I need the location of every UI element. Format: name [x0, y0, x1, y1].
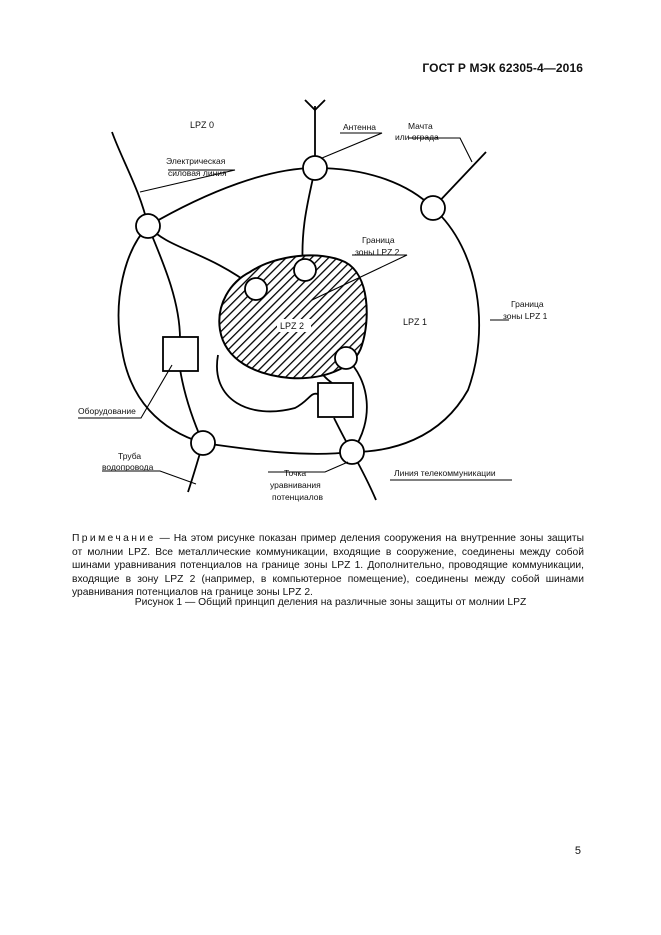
bonding-label-3: потенциалов — [272, 492, 324, 502]
equipment-box-2 — [318, 383, 353, 417]
lpz1-boundary-label-2: зоны LPZ 1 — [503, 311, 548, 321]
lpz1-label: LPZ 1 — [403, 317, 428, 327]
equipment-box-1 — [163, 337, 198, 371]
bonding-node-lpz2-right — [335, 347, 357, 369]
bonding-node-lpz2-top — [294, 259, 316, 281]
figure-caption: Рисунок 1 — Общий принцип деления на различные зоны защиты от молнии LPZ — [134, 597, 527, 608]
bonding-node-mast — [421, 196, 445, 220]
lpz1-boundary-label-1: Граница — [511, 299, 544, 309]
bonding-node-antenna — [303, 156, 327, 180]
note-text: — На этом рисунке показан пример деления сооружения на внутренние зоны защиты от молнии LPZ. Все металлические коммуникации, входящие в сооружение, соединены между собой шинами уравнивания потенциалов на границе зоны LPZ 1. Дополнительно, проводящие коммуникации, входящие в зону LPZ 2 (например, в компьютерное помещение), соединены между собой шинами уравнивания потенциалов на границе зоны LPZ 2. — [72, 533, 584, 599]
bonding-node-lpz2-left — [245, 278, 267, 300]
power-line-label-1: Электрическая — [166, 156, 226, 166]
water-pipe-label-2: водопровода — [102, 462, 154, 472]
bonding-node-telecom — [340, 440, 364, 464]
equipment-label: Оборудование — [78, 406, 136, 416]
power-to-equipment — [148, 226, 180, 339]
telecom-label: Линия телекоммуникации — [394, 468, 496, 478]
lpz2-label: LPZ 2 — [280, 321, 305, 331]
page-number: 5 — [574, 845, 581, 857]
mast-label-2: или ограда — [395, 132, 439, 142]
figure-note — [72, 532, 584, 600]
antenna-label: Антенна — [343, 122, 377, 132]
mast-label-1: Мачта — [408, 121, 433, 131]
lpz2-boundary-label-1: Граница — [362, 235, 395, 245]
water-pipe-label-1: Труба — [118, 451, 142, 461]
bonding-label-2: уравнивания — [270, 480, 321, 490]
lpz0-label: LPZ 0 — [190, 120, 215, 130]
antenna-inner-line — [302, 168, 315, 269]
bonding-label-1: Точка — [284, 468, 307, 478]
power-line-outer — [112, 132, 148, 226]
document-header: ГОСТ Р МЭК 62305-4—2016 — [422, 61, 583, 75]
bonding-node-pipe — [191, 431, 215, 455]
lpz2-boundary-label-2: зоны LPZ 2 — [355, 247, 400, 257]
bonding-node-power — [136, 214, 160, 238]
note-prefix: Примечание — [72, 533, 156, 544]
power-line-label-2: силовая линия — [168, 168, 227, 178]
